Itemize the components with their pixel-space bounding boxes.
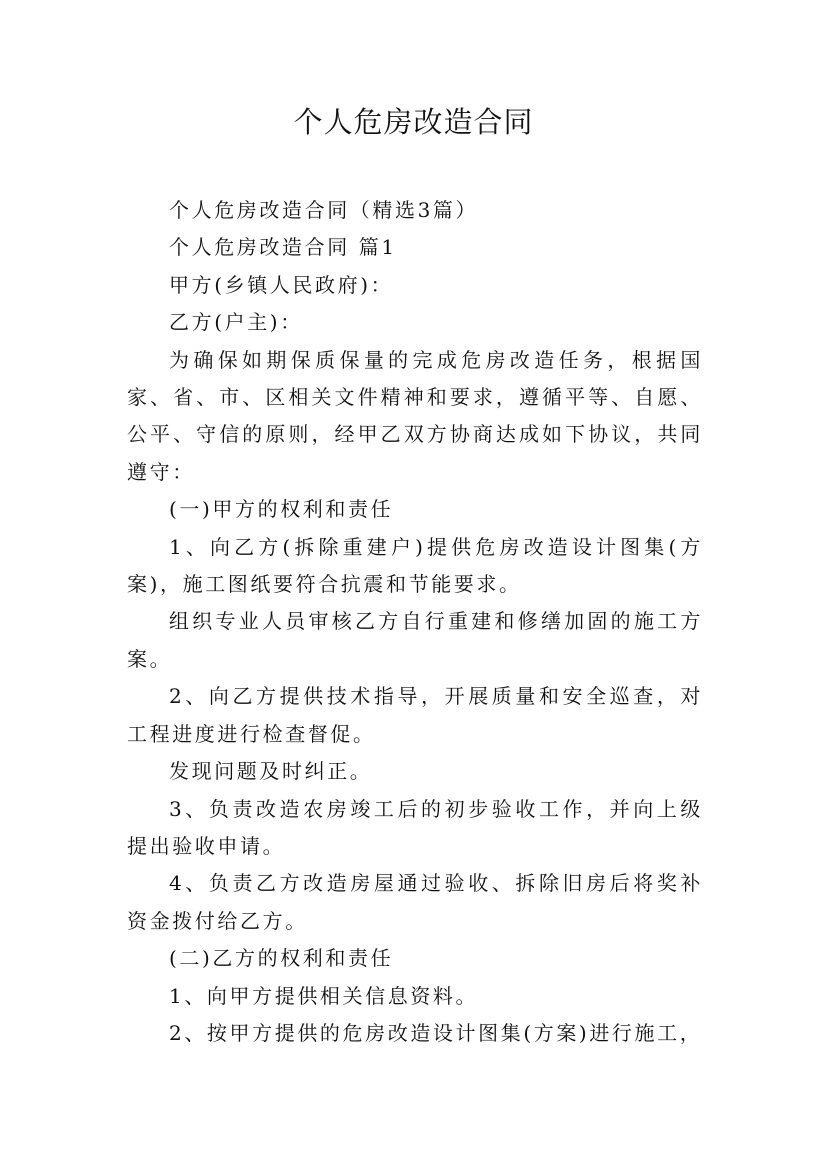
paragraph-5: 为确保如期保质保量的完成危房改造任务，根据国家、省、市、区相关文件精神和要求，遵循平等、自愿、公平、守信的原则，经甲乙双方协商达成如下协议，共同遵守： bbox=[127, 347, 703, 484]
document-title: 个人危房改造合同 bbox=[293, 105, 534, 139]
paragraph-15: 2、按甲方提供的危房改造设计图集(方案)进行施工， bbox=[169, 1020, 703, 1045]
paragraph-7: 1、向乙方(拆除重建户)提供危房改造设计图集(方案)，施工图纸要符合抗震和节能要求。 bbox=[127, 534, 703, 597]
document-body bbox=[127, 192, 703, 1052]
paragraph-14: 1、向甲方提供相关信息资料。 bbox=[169, 983, 479, 1008]
paragraph-8: 组织专业人员审核乙方自行重建和修缮加固的施工方案。 bbox=[127, 609, 703, 671]
paragraph-12: 4、负责乙方改造房屋通过验收、拆除旧房后将奖补资金拨付给乙方。 bbox=[127, 871, 703, 933]
paragraph-3: 甲方(乡镇人民政府)： bbox=[169, 272, 394, 297]
paragraph-13: (二)乙方的权利和责任 bbox=[169, 946, 394, 971]
paragraph-4: 乙方(户主)： bbox=[169, 310, 303, 335]
paragraph-2: 个人危房改造合同 篇1 bbox=[169, 235, 397, 260]
paragraph-9: 2、向乙方提供技术指导，开展质量和安全巡查，对工程进度进行检查督促。 bbox=[127, 684, 703, 746]
paragraph-6: (一)甲方的权利和责任 bbox=[169, 497, 394, 522]
paragraph-10: 发现问题及时纠正。 bbox=[169, 759, 373, 784]
paragraph-11: 3、负责改造农房竣工后的初步验收工作，并向上级提出验收申请。 bbox=[127, 796, 703, 858]
paragraph-1: 个人危房改造合同（精选3篇） bbox=[169, 198, 479, 222]
